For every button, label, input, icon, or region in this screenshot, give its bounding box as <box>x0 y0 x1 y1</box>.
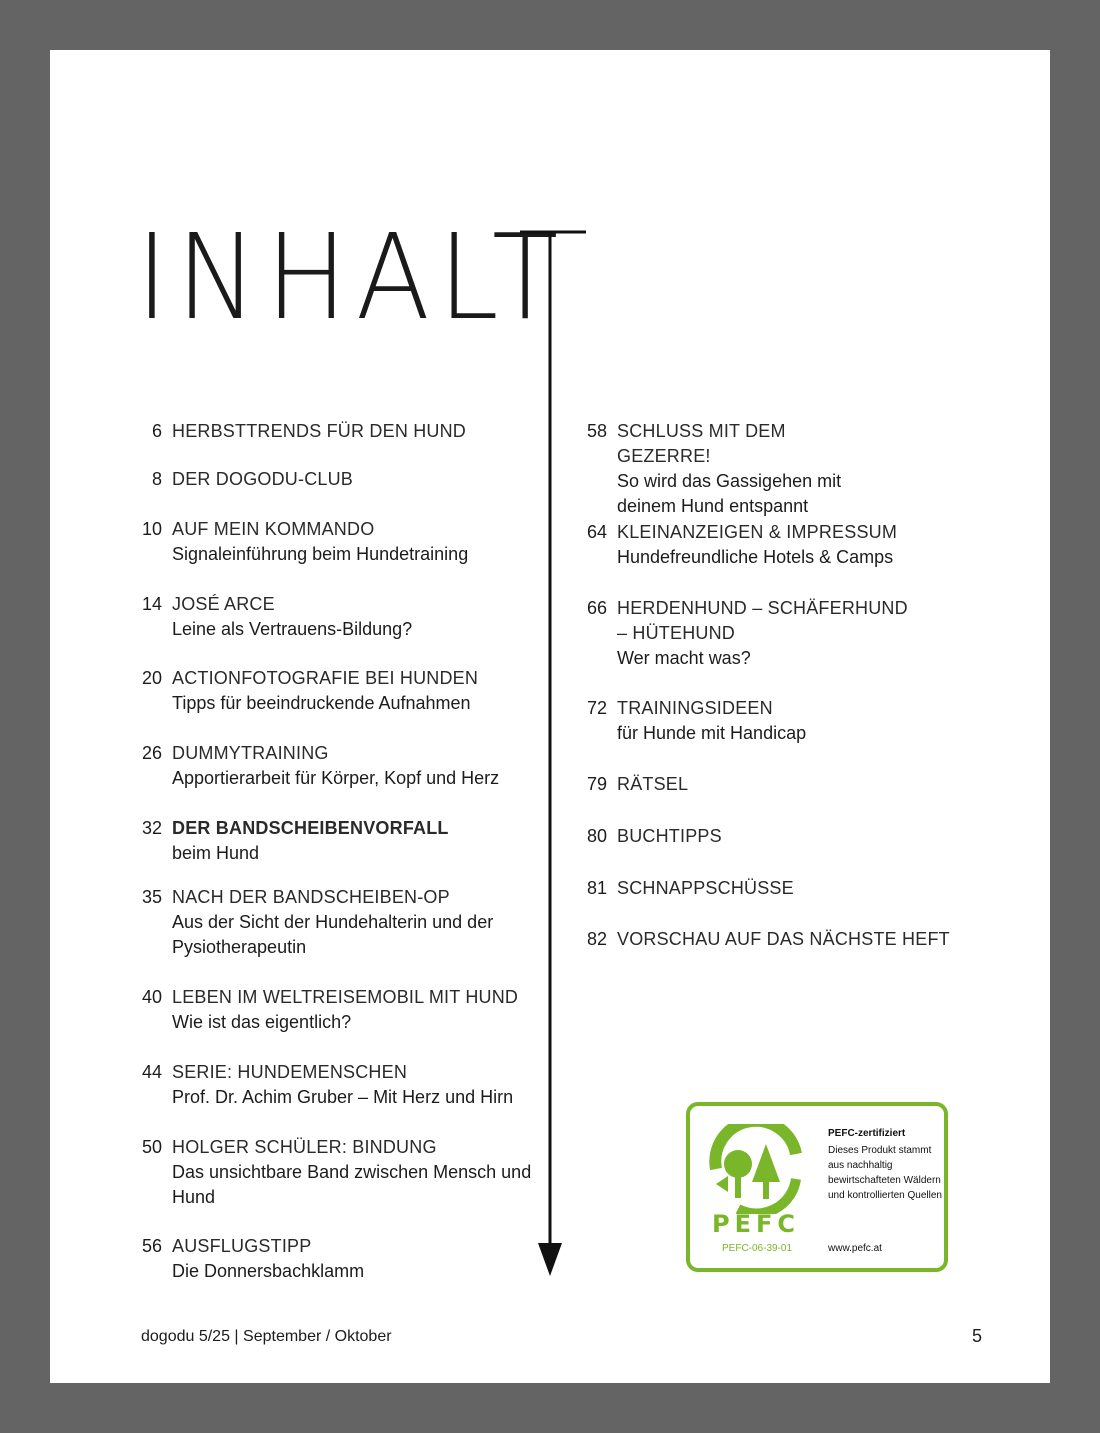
toc-entry <box>586 596 917 671</box>
toc-page-number: 81 <box>586 878 607 898</box>
toc-page-number: 58 <box>586 421 607 441</box>
toc-page-number: 79 <box>586 774 607 794</box>
toc-heading: HOLGER SCHÜLER: BINDUNG <box>172 1137 437 1157</box>
toc-heading: AUF MEIN KOMMANDO <box>172 519 375 539</box>
toc-page-number: 32 <box>141 818 162 838</box>
toc-page-number: 72 <box>586 698 607 718</box>
toc-subtitle: Das unsichtbare Band zwischen Mensch und Hund <box>172 1162 532 1207</box>
toc-page-number: 80 <box>586 826 607 846</box>
toc-subtitle: Wie ist das eigentlich? <box>172 1012 352 1032</box>
page-title: INHALT <box>136 208 567 346</box>
pefc-certified-label: PEFC-zertifiziert <box>828 1128 906 1139</box>
pefc-description <box>828 1126 943 1203</box>
toc-entry <box>586 927 957 952</box>
pefc-certification-badge <box>686 1102 948 1272</box>
toc-page-number: 50 <box>141 1137 162 1157</box>
toc-subtitle: für Hunde mit Handicap <box>617 723 807 743</box>
toc-entry <box>141 816 532 866</box>
toc-entry <box>151 467 532 492</box>
toc-heading: NACH DER BANDSCHEIBEN-OP <box>172 887 450 907</box>
toc-heading: DUMMYTRAINING <box>172 743 329 763</box>
toc-subtitle: Aus der Sicht der Hundehalterin und der Pysiotherapeutin <box>172 912 494 957</box>
toc-page-number: 8 <box>151 469 162 489</box>
toc-heading: JOSÉ ARCE <box>172 594 275 614</box>
toc-heading: SCHNAPPSCHÜSSE <box>617 878 794 898</box>
toc-entry <box>141 1234 532 1284</box>
toc-entry <box>141 741 532 791</box>
toc-page-number: 10 <box>141 519 162 539</box>
toc-heading: RÄTSEL <box>617 774 689 794</box>
magazine-page <box>50 50 1050 1383</box>
toc-subtitle: Apportierarbeit für Körper, Kopf und Herz <box>172 768 500 788</box>
toc-page-number: 44 <box>141 1062 162 1082</box>
footer-issue-info: dogodu 5/25 | September / Oktober <box>141 1328 392 1345</box>
toc-page-number: 66 <box>586 598 607 618</box>
toc-page-number: 6 <box>151 421 162 441</box>
toc-heading: HERDENHUND – SCHÄFERHUND – HÜTEHUND <box>617 598 908 643</box>
toc-heading: SCHLUSS MIT DEM GEZERRE! <box>617 421 786 466</box>
pefc-statement: Dieses Produkt stammt aus nachhaltig bewirtschafteten Wäldern und kontrollierten Quellen <box>828 1145 942 1201</box>
toc-heading: DER DOGODU-CLUB <box>172 469 354 489</box>
toc-entry <box>151 419 532 444</box>
toc-page-number: 82 <box>586 929 607 949</box>
toc-subtitle: Wer macht was? <box>617 648 751 668</box>
toc-entry <box>141 666 532 716</box>
toc-heading: KLEINANZEIGEN & IMPRESSUM <box>617 522 898 542</box>
toc-heading: AUSFLUGSTIPP <box>172 1236 312 1256</box>
toc-page-number: 40 <box>141 987 162 1007</box>
toc-entry <box>141 1135 532 1210</box>
toc-heading: VORSCHAU AUF DAS NÄCHSTE HEFT <box>617 929 950 949</box>
toc-entry <box>586 696 917 746</box>
toc-page-number: 14 <box>141 594 162 614</box>
toc-page-number: 35 <box>141 887 162 907</box>
page-number: 5 <box>971 1326 982 1346</box>
toc-entry <box>586 520 917 570</box>
toc-entry <box>141 985 532 1035</box>
toc-entry <box>141 592 532 642</box>
toc-entry <box>141 885 532 960</box>
toc-entry <box>586 419 857 519</box>
toc-subtitle: Prof. Dr. Achim Gruber – Mit Herz und Hirn <box>172 1087 514 1107</box>
toc-heading: DER BANDSCHEIBENVORFALL <box>172 818 449 838</box>
toc-entry <box>586 772 917 797</box>
toc-heading: HERBSTTRENDS FÜR DEN HUND <box>172 421 467 441</box>
toc-subtitle: beim Hund <box>172 843 260 863</box>
toc-heading: ACTIONFOTOGRAFIE BEI HUNDEN <box>172 668 479 688</box>
toc-subtitle: So wird das Gassigehen mit deinem Hund entspannt <box>617 471 842 516</box>
toc-subtitle: Die Donnersbachklamm <box>172 1261 365 1281</box>
toc-entry <box>141 1060 532 1110</box>
toc-entry <box>141 517 532 567</box>
toc-page-number: 64 <box>586 522 607 542</box>
toc-entry <box>586 824 917 849</box>
pefc-license-code: PEFC-06-39-01 <box>722 1243 793 1254</box>
toc-heading: BUCHTIPPS <box>617 826 722 846</box>
toc-subtitle: Leine als Vertrauens-Bildung? <box>172 619 413 639</box>
pefc-tree-logo <box>708 1124 808 1214</box>
toc-heading: SERIE: HUNDEMENSCHEN <box>172 1062 408 1082</box>
toc-page-number: 56 <box>141 1236 162 1256</box>
pefc-wordmark: PEFC <box>712 1210 800 1238</box>
toc-heading: LEBEN IM WELTREISEMOBIL MIT HUND <box>172 987 519 1007</box>
toc-subtitle: Signaleinführung beim Hundetraining <box>172 544 469 564</box>
pefc-url: www.pefc.at <box>828 1243 882 1254</box>
toc-page-number: 26 <box>141 743 162 763</box>
toc-entry <box>586 876 917 901</box>
toc-heading: TRAININGSIDEEN <box>617 698 773 718</box>
toc-subtitle: Hundefreundliche Hotels & Camps <box>617 547 894 567</box>
toc-subtitle: Tipps für beeindruckende Aufnahmen <box>172 693 471 713</box>
toc-page-number: 20 <box>141 668 162 688</box>
